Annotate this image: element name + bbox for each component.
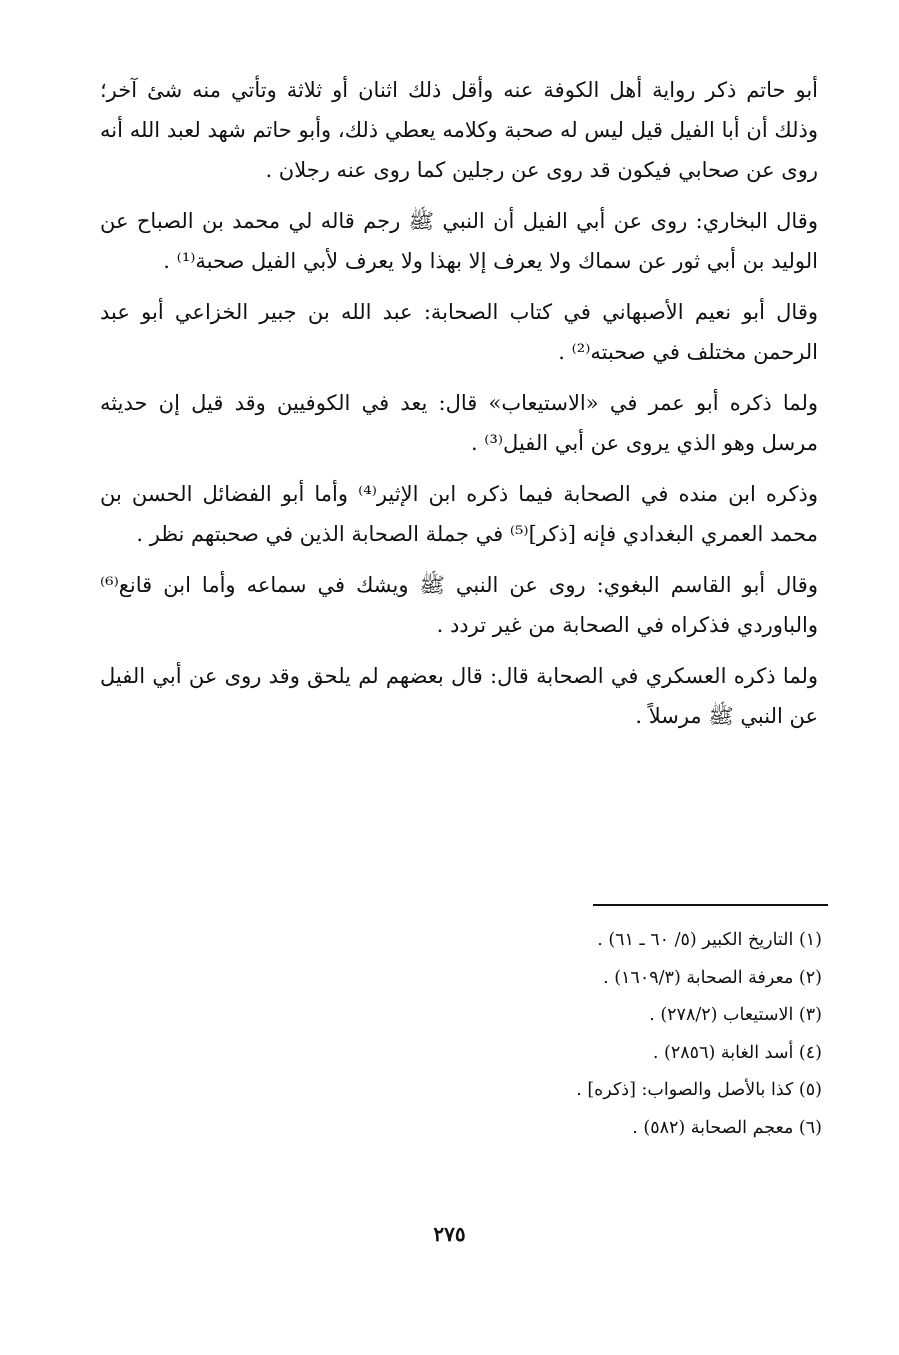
paragraph-5: وذكره ابن منده في الصحابة فيما ذكره ابن الإثير⁽⁴⁾ وأما أبو الفضائل الحسن بن محمد العمري البغدادي فإنه [ذكر]⁽⁵⁾ في جملة الصحابة الذين في صحبتهم نظر . bbox=[100, 482, 818, 546]
paragraph-6: وقال أبو القاسم البغوي: روى عن النبي ﷺ ويشك في سماعه وأما ابن قانع⁽⁶⁾ والباوردي فذكراه في الصحابة من غير تردد . bbox=[100, 573, 818, 637]
paragraph-7: ولما ذكره العسكري في الصحابة قال: قال بعضهم لم يلحق وقد روى عن أبي الفيل عن النبي ﷺ مرسلاً . bbox=[100, 664, 818, 728]
footnote-5: (٥) كذا بالأصل والصواب: [ذكره] . bbox=[576, 1080, 822, 1101]
footnote-2: (٢) معرفة الصحابة (١٦٠٩/٣) . bbox=[603, 967, 822, 988]
main-text bbox=[100, 70, 818, 747]
paragraph-4: ولما ذكره أبو عمر في «الاستيعاب» قال: يعد في الكوفيين وقد قيل إن حديثه مرسل وهو الذي يروى عن أبي الفيل⁽³⁾ . bbox=[100, 391, 818, 455]
footnote-3: (٣) الاستيعاب (٢٧٨/٢) . bbox=[649, 1005, 822, 1026]
footnote-separator bbox=[593, 904, 828, 906]
paragraph-3: وقال أبو نعيم الأصبهاني في كتاب الصحابة: عبد الله بن جبير الخزاعي أبو عبد الرحمن مختلف في صحبته⁽²⁾ . bbox=[100, 300, 818, 364]
footnote-1: (١) التاريخ الكبير (٥/ ٦٠ ـ ٦١) . bbox=[597, 930, 822, 950]
paragraph-2: وقال البخاري: روى عن أبي الفيل أن النبي ﷺ رجم قاله لي محمد بن الصباح عن الوليد بن أبي ثور عن سماك ولا يعرف إلا بهذا ولا يعرف لأبي الفيل صحبة⁽¹⁾ . bbox=[100, 209, 818, 273]
footnote-4: (٤) أسد الغابة (٢٨٥٦) . bbox=[652, 1042, 822, 1063]
footnotes bbox=[100, 922, 822, 1148]
footnote-6: (٦) معجم الصحابة (٥٨٢) . bbox=[632, 1117, 822, 1138]
paragraph-1: أبو حاتم ذكر رواية أهل الكوفة عنه وأقل ذلك اثنان أو ثلاثة وتأتي منه شئ آخر؛ وذلك أن أبا الفيل قيل ليس له صحبة وكلامه يعطي ذلك، وأبو حاتم شهد لعبد الله أنه روى عن صحابي فيكون قد روى عن رجلين كما روى عنه رجلان . bbox=[100, 78, 818, 182]
page-number: ٢٧٥ bbox=[433, 1222, 466, 1246]
